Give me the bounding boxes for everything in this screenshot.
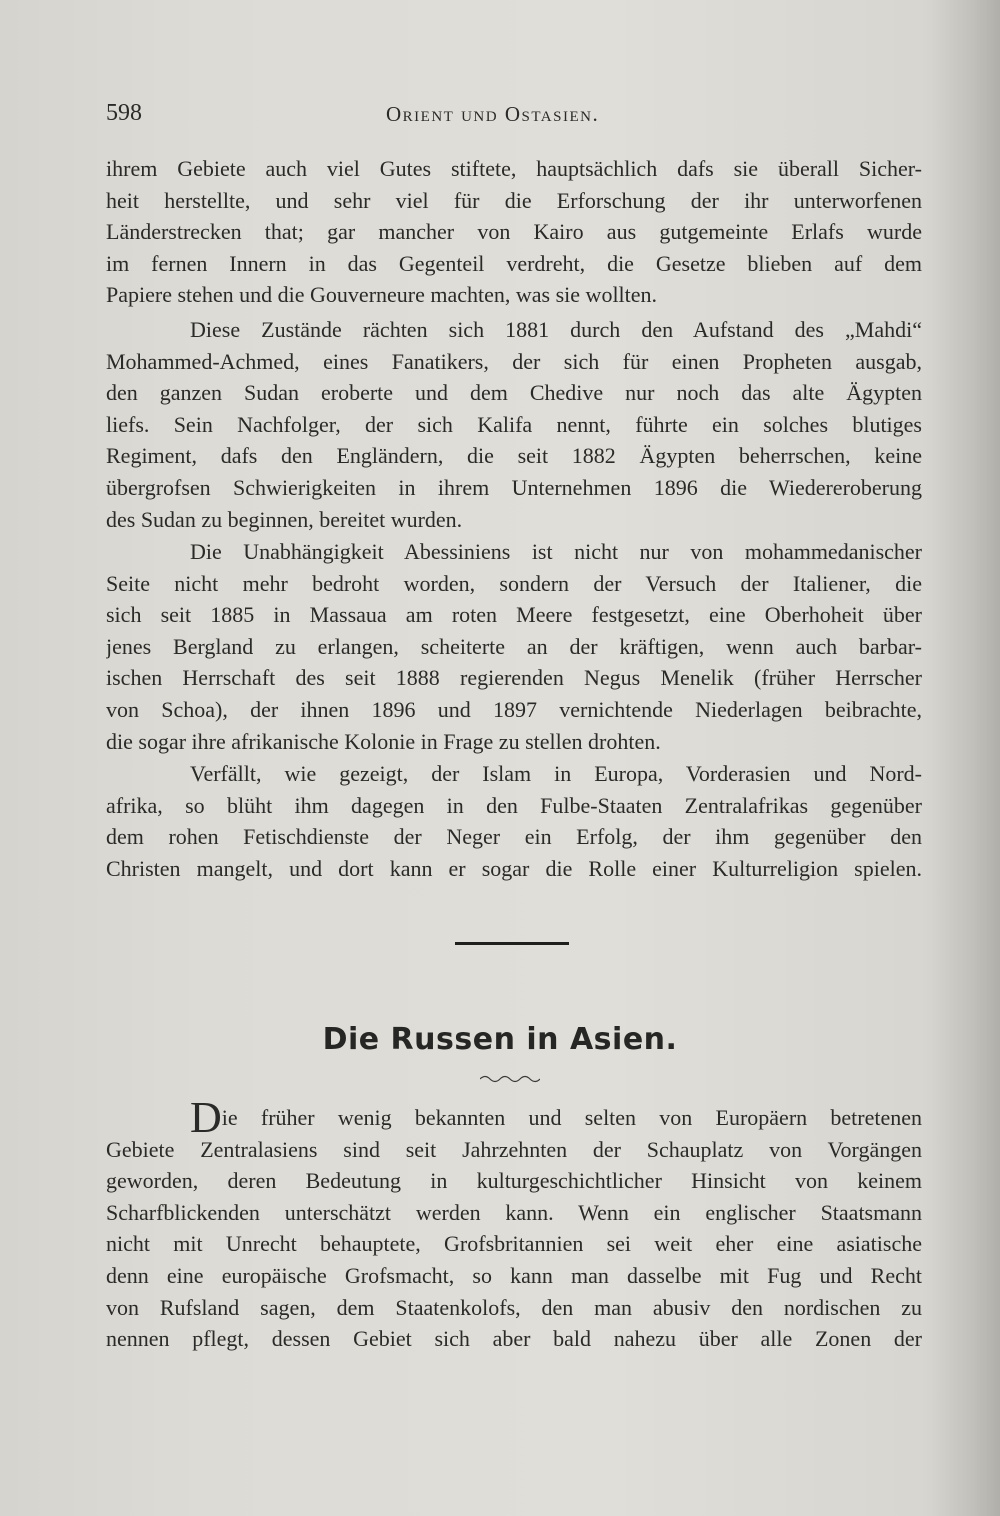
text-line: Diese Zustände rächten sich 1881 durch den Aufstand des „Mahdi“ [190,317,922,342]
text-line: den ganzen Sudan eroberte und dem Chedive nur noch das alte Ägypten [106,380,922,406]
text-line: Länderstrecken that; gar mancher von Kairo aus gutgemeinte Erlafs wurde [106,219,922,245]
text-line: Mohammed-Achmed, eines Fanatikers, der sich für einen Propheten ausgab, [106,348,922,374]
text-line [106,1102,922,1134]
text-line: Gebiete Zentralasiens sind seit Jahrzehnten der Schauplatz von Vorgängen [106,1136,922,1162]
text-line-content: ie früher wenig bekannten und selten von Europäern betretenen [221,1105,922,1130]
page-number: 598 [106,100,142,126]
text-line: ischen Herrschaft des seit 1888 regierenden Negus Menelik (früher Herrscher [106,665,922,691]
text-line: geworden, deren Bedeutung in kulturgeschichtlicher Hinsicht von keinem [106,1168,922,1194]
text-line: von Schoa), der ihnen 1896 und 1897 vernichtende Niederlagen beibrachte, [106,696,922,722]
text-line: übergrofsen Schwierigkeiten in ihrem Unternehmen 1896 die Wiedereroberung [106,474,922,500]
text-line: Verfällt, wie gezeigt, der Islam in Europa, Vorderasien und Nord- [190,761,922,786]
text-line: Regiment, dafs den Engländern, die seit 1882 Ägypten beherrschen, keine [106,443,922,469]
text-line: Papiere stehen und die Gouverneure machten, was sie wollten. [106,282,658,308]
section-divider [455,942,569,945]
section-body [106,1102,922,1355]
text-line: Die Unabhängigkeit Abessiniens ist nicht nur von mohammedanischer [190,539,922,564]
text-line: nennen pflegt, dessen Gebiet sich aber bald nahezu über alle Zonen der [106,1326,922,1352]
text-line: nicht mit Unrecht behauptete, Grofsbritannien sei weit eher eine asiatische [106,1231,922,1257]
paragraph-islam [106,758,922,884]
drop-initial: D [190,1102,222,1134]
paragraph-mahdi [106,314,922,535]
running-head: Orient und Ostasien. [386,102,600,126]
text-line: liefs. Sein Nachfolger, der sich Kalifa nennt, führte ein solches blutiges [106,411,922,437]
text-line: Scharfblickenden unterschätzt werden kann. Wenn ein englischer Staatsmann [106,1199,922,1225]
section-title: Die Russen in Asien. [322,1022,678,1057]
text-line: von Rufsland sagen, dem Staatenkolofs, den man abusiv den nordischen zu [106,1294,922,1320]
text-line: sich seit 1885 in Massaua am roten Meere festgesetzt, eine Oberhoheit über [106,602,922,628]
page-header [106,100,916,134]
text-line: die sogar ihre afrikanische Kolonie in Frage zu stellen drohten. [106,728,661,754]
page-edge-shadow [930,0,1000,1516]
text-line: Seite nicht mehr bedroht worden, sondern der Versuch der Italiener, die [106,570,922,596]
text-line: Christen mangelt, und dort kann er sogar die Rolle einer Kulturreligion spielen. [106,855,922,881]
paragraph-continuation [106,153,922,311]
text-line: jenes Bergland zu erlangen, scheiterte an der kräftigen, wenn auch barbar- [106,633,922,659]
wavy-ornament-icon [480,1074,540,1084]
text-line: denn eine europäische Grofsmacht, so kann man dasselbe mit Fug und Recht [106,1262,922,1288]
paragraph-abessinien [106,536,922,757]
text-line: heit herstellte, und sehr viel für die Erforschung der ihr unterworfenen [106,187,922,213]
text-line: des Sudan zu beginnen, bereitet wurden. [106,506,463,532]
text-line: im fernen Innern in das Gegenteil verdreht, die Gesetze blieben auf dem [106,250,922,276]
text-line: dem rohen Fetischdienste der Neger ein Erfolg, der ihm gegenüber den [106,824,922,850]
text-line: afrika, so blüht ihm dagegen in den Fulbe-Staaten Zentralafrikas gegenüber [106,792,922,818]
text-line: ihrem Gebiete auch viel Gutes stiftete, hauptsächlich dafs sie überall Sicher- [106,156,922,181]
